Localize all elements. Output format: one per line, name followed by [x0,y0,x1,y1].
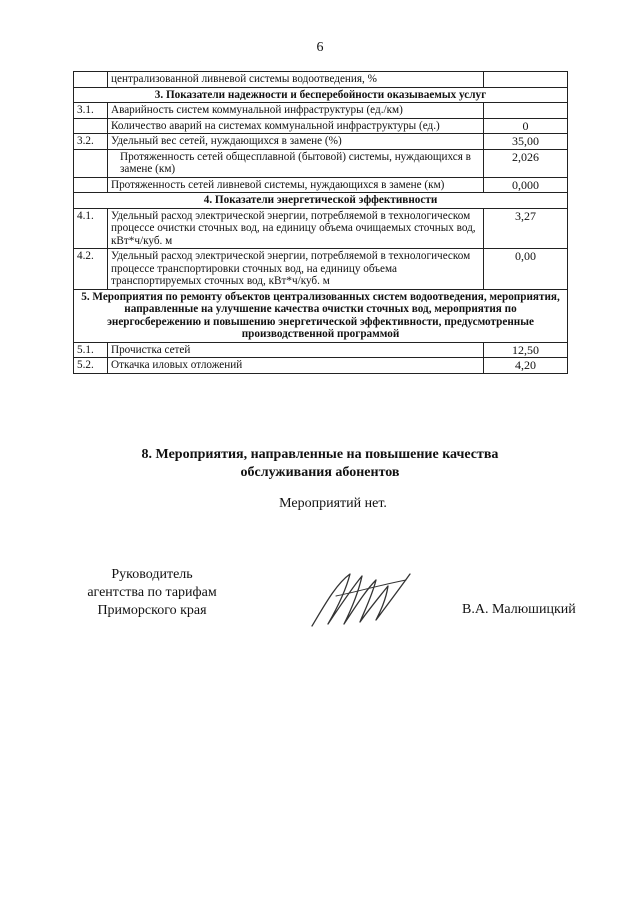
indicator-value: 35,00 [484,134,568,150]
indicator-name: Количество аварий на системах коммунальной инфраструктуры (ед.) [108,118,484,134]
section-header: 5. Мероприятия по ремонту объектов централизованных систем водоотведения, мероприятия, направленные на улучшение качества очистки сточных вод, мероприятия по энергосбережению и повышению энергетической эффективности, предусмотренные производственной программой [74,289,568,342]
indicator-value: 0 [484,118,568,134]
table-row [74,149,568,177]
signatory-role-line2: агентства по тарифам [87,585,217,600]
row-number: 5.2. [74,358,108,374]
table-row [74,103,568,119]
section-header-row [74,87,568,103]
indicator-value: 4,20 [484,358,568,374]
row-number: 5.1. [74,342,108,358]
indicator-name: Протяженность сетей ливневой системы, нуждающихся в замене (км) [108,177,484,193]
section-header: 3. Показатели надежности и бесперебойности оказываемых услуг [74,87,568,103]
indicator-value: 3,27 [484,208,568,249]
table-row [74,249,568,290]
indicator-name: Откачка иловых отложений [108,358,484,374]
table-row [74,72,568,88]
section-header-row [74,289,568,342]
section-8-title [90,446,550,482]
row-number [74,72,108,88]
row-number: 4.2. [74,249,108,290]
row-number [74,149,108,177]
indicator-name: Прочистка сетей [108,342,484,358]
section-header-row [74,193,568,209]
section-header: 4. Показатели энергетической эффективности [74,193,568,209]
indicator-value: 2,026 [484,149,568,177]
indicator-name: Удельный вес сетей, нуждающихся в замене (%) [108,134,484,150]
table-row [74,358,568,374]
table-row [74,134,568,150]
indicator-value [484,103,568,119]
signatory-name: В.А. Малюшицкий [462,602,576,617]
table-row [74,177,568,193]
indicators-table [73,71,568,374]
table-row [74,208,568,249]
no-measures-note: Мероприятий нет. [279,496,387,511]
indicator-name: Удельный расход электрической энергии, потребляемой в технологическом процессе транспортировки сточных вод, на единицу объема транспортируемых сточных вод, кВт*ч/куб. м [108,249,484,290]
indicator-name: централизованной ливневой системы водоотведения, % [108,72,484,88]
indicator-name: Протяженность сетей общесплавной (бытовой) системы, нуждающихся в замене (км) [108,149,484,177]
signatory-role-line3: Приморского края [97,603,207,618]
row-number [74,177,108,193]
signatory-role [72,566,232,620]
row-number: 3.2. [74,134,108,150]
signatory-role-line1: Руководитель [111,567,193,582]
indicator-value: 0,000 [484,177,568,193]
handwritten-signature [306,566,416,632]
row-number [74,118,108,134]
indicator-value: 12,50 [484,342,568,358]
indicator-name: Удельный расход электрической энергии, потребляемой в технологическом процессе очистки сточных вод, на единицу объема очищаемых сточных вод, кВт*ч/куб. м [108,208,484,249]
page-number: 6 [316,40,324,55]
row-number: 4.1. [74,208,108,249]
section-8-title-line2: обслуживания абонентов [240,465,400,480]
indicator-name: Аварийность систем коммунальной инфраструктуры (ед./км) [108,103,484,119]
table-row [74,118,568,134]
indicator-value [484,72,568,88]
table-row [74,342,568,358]
indicator-value: 0,00 [484,249,568,290]
row-number: 3.1. [74,103,108,119]
section-8-title-line1: 8. Мероприятия, направленные на повышение качества [141,447,499,462]
